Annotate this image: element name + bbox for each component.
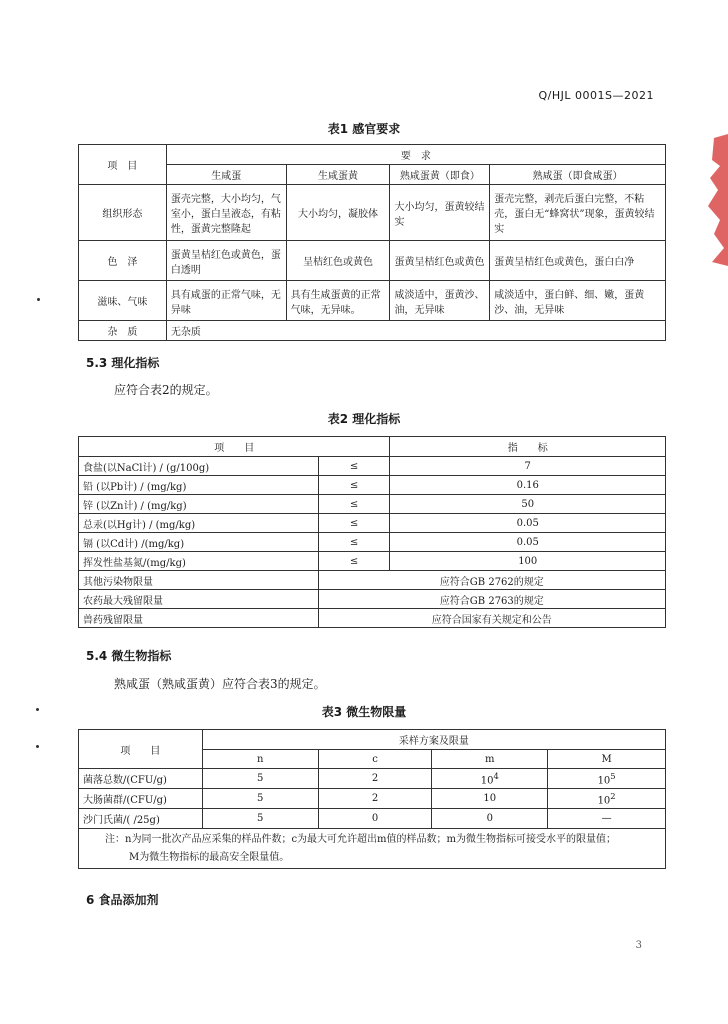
- header-raw-salted-egg: 生咸蛋: [166, 165, 286, 185]
- row-label: 滋味、气味: [79, 281, 167, 321]
- section-6-title: 6 食品添加剂: [86, 893, 159, 907]
- row-label: 大肠菌群/(CFU/g): [79, 789, 203, 809]
- table-cell: [432, 809, 548, 829]
- m-exponent: 4: [493, 770, 499, 781]
- m-value: 10: [480, 775, 494, 787]
- table-note: [79, 829, 666, 869]
- header-item: 项 目: [79, 730, 203, 769]
- row-label: 菌落总数/(CFU/g): [79, 769, 203, 789]
- scan-mark: [37, 298, 40, 301]
- row-label: 色 泽: [79, 241, 167, 281]
- table-cell: [548, 789, 666, 809]
- m-value: 0: [486, 813, 493, 824]
- table-cell: [548, 809, 666, 829]
- table-cell: 具有咸蛋的正常气味，无异味: [166, 281, 286, 321]
- row-label: 食盐(以NaCl计) / (g/100g): [79, 457, 319, 476]
- row-label: 兽药残留限量: [79, 609, 319, 628]
- header-c: c: [318, 750, 432, 769]
- row-label: 沙门氏菌/( /25g): [79, 809, 203, 829]
- m-value: 10: [483, 793, 497, 804]
- header-indicator: 指 标: [390, 437, 666, 457]
- table-cell: 具有生咸蛋黄的正常气味，无异味。: [286, 281, 390, 321]
- sensory-requirements-table: [78, 144, 666, 341]
- operator-symbol: ≤: [318, 495, 390, 514]
- row-label: 农药最大残留限量: [79, 590, 319, 609]
- table-cell: 咸淡适中，蛋白鲜、细、嫩，蛋黄沙、油，无异味: [490, 281, 666, 321]
- operator-symbol: ≤: [318, 476, 390, 495]
- table-cell: 50: [390, 495, 666, 514]
- table-cell: 应符合GB 2762的规定: [318, 571, 665, 590]
- table-cell: 大小均匀，凝胶体: [286, 185, 390, 241]
- table-cell: 呈桔红色或黄色: [286, 241, 390, 281]
- header-m: m: [432, 750, 548, 769]
- M-value: —: [601, 813, 612, 824]
- table3-caption: 表3 微生物限量: [321, 705, 407, 719]
- header-M: M: [548, 750, 666, 769]
- row-label: 其他污染物限量: [79, 571, 319, 590]
- table-cell: 咸淡适中，蛋黄沙、油，无异味: [390, 281, 490, 321]
- note-line-2: M为微生物指标的最高安全限量值。: [129, 851, 290, 863]
- operator-symbol: ≤: [318, 552, 390, 571]
- table-cell: 应符合GB 2763的规定: [318, 590, 665, 609]
- table-cell: 0.05: [390, 533, 666, 552]
- header-cooked-egg: 熟咸蛋（即食咸蛋）: [490, 165, 666, 185]
- M-exponent: 5: [610, 770, 616, 781]
- row-label: 铅 (以Pb计) / (mg/kg): [79, 476, 319, 495]
- table-cell: 5: [202, 789, 318, 809]
- table-cell: [548, 769, 666, 789]
- row-label: 总汞(以Hg计) / (mg/kg): [79, 514, 319, 533]
- note-line-1: 注：n为同一批次产品应采集的样品件数；c为最大可允许超出m值的样品数；m为微生物指标可接受水平的限量值；: [105, 833, 617, 845]
- header-n: n: [202, 750, 318, 769]
- header-raw-salted-yolk: 生咸蛋黄: [286, 165, 390, 185]
- table-cell: 蛋壳完整，大小均匀，气室小，蛋白呈液态，有粘性，蛋黄完整隆起: [166, 185, 286, 241]
- M-exponent: 2: [610, 790, 616, 801]
- header-item: 项 目: [79, 437, 390, 457]
- table-cell: 0: [318, 809, 432, 829]
- table-cell: 100: [390, 552, 666, 571]
- table-cell: 无杂质: [166, 321, 665, 341]
- row-label: 组织形态: [79, 185, 167, 241]
- seal-stamp: [706, 130, 728, 270]
- table1-caption: 表1 感官要求: [327, 122, 401, 136]
- section-5-4-text: 熟咸蛋（熟咸蛋黄）应符合表3的规定。: [114, 677, 326, 691]
- table-cell: 0.05: [390, 514, 666, 533]
- microbial-limits-table: [78, 729, 666, 869]
- row-label: 锌 (以Zn计) / (mg/kg): [79, 495, 319, 514]
- document-code: Q/HJL 0001S—2021: [538, 89, 654, 102]
- table-cell: 5: [202, 769, 318, 789]
- physicochemical-table: [78, 436, 666, 628]
- table-cell: 大小均匀，蛋黄较结实: [390, 185, 490, 241]
- table-cell: 0.16: [390, 476, 666, 495]
- table-cell: 蛋黄呈桔红色或黄色: [390, 241, 490, 281]
- table-cell: 蛋壳完整，剥壳后蛋白完整，不粘壳，蛋白无“蜂窝状”现象，蛋黄较结实: [490, 185, 666, 241]
- table-cell: [432, 769, 548, 789]
- table-cell: [432, 789, 548, 809]
- header-requirements: 要 求: [166, 145, 665, 165]
- table-cell: 蛋黄呈桔红色或黄色，蛋白透明: [166, 241, 286, 281]
- table-cell: 2: [318, 789, 432, 809]
- header-item: 项 目: [79, 145, 167, 185]
- header-cooked-yolk: 熟咸蛋黄（即食）: [390, 165, 490, 185]
- operator-symbol: ≤: [318, 457, 390, 476]
- section-5-3-text: 应符合表2的规定。: [114, 383, 218, 397]
- table2-caption: 表2 理化指标: [327, 412, 401, 426]
- header-sampling-plan: 采样方案及限量: [202, 730, 665, 750]
- page-number: 3: [635, 940, 642, 951]
- row-label: 镉 (以Cd计) /(mg/kg): [79, 533, 319, 552]
- M-value: 10: [597, 795, 611, 807]
- section-5-4-title: 5.4 微生物指标: [86, 649, 172, 663]
- scan-mark: [36, 745, 39, 748]
- row-label: 挥发性盐基氮/(mg/kg): [79, 552, 319, 571]
- table-cell: 2: [318, 769, 432, 789]
- operator-symbol: ≤: [318, 533, 390, 552]
- table-cell: 应符合国家有关规定和公告: [318, 609, 665, 628]
- table-cell: 7: [390, 457, 666, 476]
- operator-symbol: ≤: [318, 514, 390, 533]
- section-5-3-title: 5.3 理化指标: [86, 356, 160, 370]
- table-cell: 蛋黄呈桔红色或黄色，蛋白白净: [490, 241, 666, 281]
- row-label: 杂 质: [79, 321, 167, 341]
- table-cell: 5: [202, 809, 318, 829]
- M-value: 10: [597, 775, 611, 787]
